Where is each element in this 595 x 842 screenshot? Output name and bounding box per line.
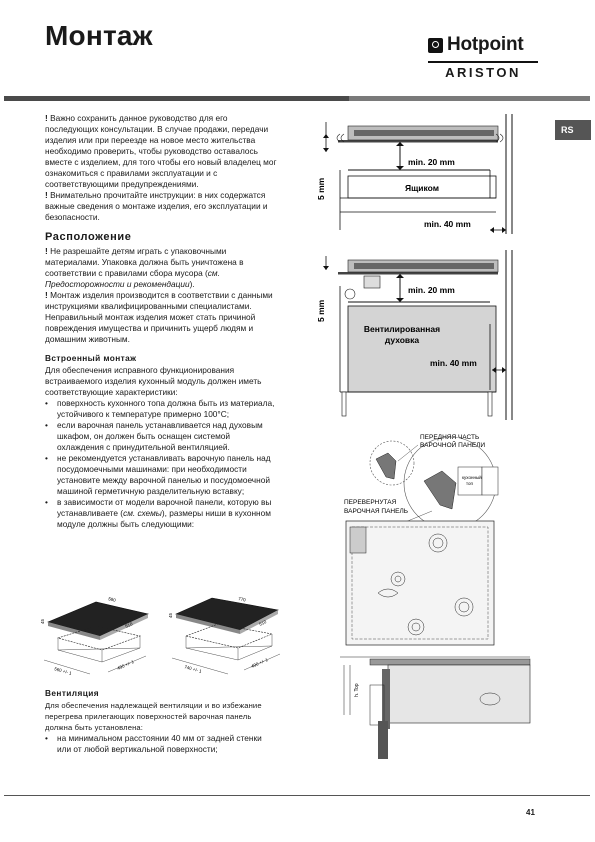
builtin-scheme-reference: см. схемы: [123, 508, 162, 518]
dimension-label: 490 +/- 1: [116, 659, 135, 671]
front-part-label-1: ПЕРЕДНЯЯ ЧАСТЬ: [420, 434, 480, 441]
placement-warning-2: [45, 290, 277, 345]
dimension-label: 45: [168, 612, 173, 618]
worktop-label-1: кухонный: [462, 475, 482, 480]
language-tab: RS: [555, 120, 591, 140]
list-item: • поверхность кухонного топа должна быть из материала, устойчивого к температуре примерно 100°C;: [45, 398, 277, 420]
warning-icon: !: [45, 190, 48, 200]
five-mm-label: 5 mm: [316, 299, 326, 322]
placement-warning-1-text: Не разрешайте детям играть с упаковочными материалами. Упаковка должна быть уничтожена в соответствии с правилами сбора мусора (: [45, 246, 244, 278]
oven-label-line-1: Вентилированная: [363, 324, 441, 334]
dimension-label: 510: [124, 621, 134, 629]
drawer-label: Ящиком: [404, 183, 440, 193]
list-item: • если варочная панель устанавливается над духовым шкафом, он должен быть оснащен системой охлаждения с принудительной вентиляцией.: [45, 420, 277, 453]
footer-rule: [4, 795, 590, 796]
placement-warning-1: [45, 246, 277, 290]
warning-icon: !: [45, 290, 48, 300]
min-20-label: min. 20 mm: [408, 157, 455, 167]
dimension-label: 580: [107, 596, 117, 603]
logo-divider: [428, 61, 538, 63]
warning-icon: !: [45, 246, 48, 256]
inverted-hob-label-1: ПЕРЕВЕРНУТАЯ: [344, 499, 397, 506]
builtin-intro: Для обеспечения исправного функционирования встраиваемого изделия кухонный модуль должен иметь соответствующие характеристики:: [45, 365, 262, 397]
install-diagram-oven: [318, 250, 528, 420]
ventilation-line-2: перегрева прилегающих поверхностей варочная панель должна быть установлена:: [45, 712, 252, 732]
cutout-diagram-left: [40, 590, 160, 680]
install-diagram-drawer: [318, 112, 528, 234]
ventilation-section: [45, 688, 277, 755]
dimension-label: 510: [258, 619, 268, 627]
warning-icon: !: [45, 113, 48, 123]
placement-heading: Расположение: [45, 231, 132, 243]
ventilation-heading: Вентиляция: [45, 688, 99, 698]
header-rule-accent: [4, 96, 349, 101]
main-text-column: [45, 113, 277, 530]
intro-warning-1-text: Важно сохранить данное руководство для его последующих консультации. В случае продажи, передачи изделия или при переезде на новое место жительства необходимо проверить, чтобы руководство оставалось вместе с изделием, для того чтобы его новый владелец мог ознакомиться с правилами эксплуатации и с соответствующими предупреждениями.: [45, 113, 277, 189]
ventilation-line-1: Для обеспечения надлежащей вентиляции и во избежание: [45, 701, 262, 710]
inverted-hob-label-2: ВАРОЧНАЯ ПАНЕЛЬ: [344, 508, 408, 515]
cutout-diagram-right: [168, 590, 288, 680]
intro-warning-2: [45, 190, 277, 223]
page-number: 41: [526, 808, 535, 817]
ventilation-list: [45, 733, 277, 755]
dimension-label: 45: [40, 618, 45, 624]
oven-label-line-2: духовка: [384, 335, 420, 345]
list-item: • не рекомендуется устанавливать варочную панель над посудомоечными машинами: при необходимости установите между варочной панелью и посудомоечной машиной герметичную разделительную вставку;: [45, 453, 277, 497]
builtin-list: [45, 398, 277, 530]
builtin-heading: Встроенный монтаж: [45, 353, 137, 363]
min-40-label: min. 40 mm: [424, 219, 471, 229]
dimension-label: 560 +/- 1: [53, 666, 73, 676]
builtin-last-text: в зависимости от модели варочной панели, которую вы устанавливаете (: [57, 497, 272, 518]
hotpoint-logo-icon: [428, 38, 443, 53]
placement-warning-2-text: Монтаж изделия производится в соответствии с данными инструкциями квалифицированными специалистами. Неправильный монтаж изделия может стать причиной повреждения имущества и причинить ущерб людям и домашним животным.: [45, 290, 273, 344]
page-title: Монтаж: [45, 20, 153, 51]
brand-primary: Hotpoint: [447, 34, 524, 55]
placement-warning-1-end: ).: [189, 279, 195, 289]
install-diagram-detail: [340, 425, 530, 765]
worktop-label-2: топ: [466, 481, 473, 486]
front-part-label-2: ВАРОЧНОЙ ПАНЕЛИ: [420, 442, 486, 449]
placement-reference: см. Предосторожности и рекомендации: [45, 268, 220, 289]
dimension-label: 770: [237, 596, 247, 603]
dimension-label: 740 +/- 1: [183, 664, 203, 674]
five-mm-label: 5 mm: [316, 177, 326, 200]
intro-warning-1: [45, 113, 277, 190]
h-top-label: h. Top: [354, 683, 360, 697]
list-item: [45, 497, 277, 530]
builtin-last-end: ), размеры ниши в кухонном модуле должны быть следующими:: [57, 508, 271, 529]
min-40-label: min. 40 mm: [430, 358, 477, 368]
list-item: • на минимальном расстоянии 40 мм от задней стенки или от любой вертикальной поверхности;: [45, 733, 277, 755]
dimension-label: 490 +/- 1: [250, 657, 269, 669]
intro-warning-2-text: Внимательно прочитайте инструкции: в них содержатся важные сведения о монтаже изделия, его эксплуатации и безопасности.: [45, 190, 268, 222]
min-20-label: min. 20 mm: [408, 285, 455, 295]
brand-logo: [424, 34, 542, 82]
brand-secondary: ARISTON: [445, 65, 521, 80]
